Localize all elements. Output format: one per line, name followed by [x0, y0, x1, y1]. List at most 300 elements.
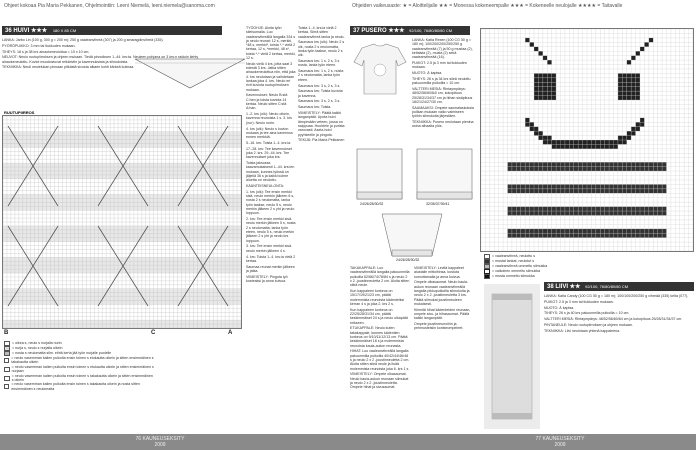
- chart-cell: [538, 73, 542, 77]
- legend-item: = nurja s, neulo s nurjalla oikein: [12, 346, 63, 351]
- chart-cell: [653, 233, 657, 237]
- chart-cell: [627, 78, 631, 82]
- left-col3-text: [298, 26, 346, 431]
- chart-cell: [591, 229, 595, 233]
- chart-cell: [561, 207, 565, 211]
- chart-cell: [512, 162, 516, 166]
- left-footer-text: KAUNEUSEKSITY 2009: [142, 436, 185, 448]
- chart-cell: [662, 207, 666, 211]
- instruction: 3. krs: Tee ensin merkki sisä. neulo merkin jälkeen 4 s.: [246, 244, 293, 253]
- instruction: Kiinnitä hihat kädenteiden reunaan, ompele sivu- ja hihasaumat. Päätä kaikki langanpäät.: [414, 307, 471, 321]
- intro-line: TEKNIIKKA: Pusero neulotaan pienina osina alhaalta ylös.: [412, 120, 474, 129]
- chart-cell: [516, 233, 520, 237]
- chart-title: RUUTUPIIRROS: [4, 110, 35, 115]
- chart-cell: [578, 211, 582, 215]
- instruction: Kun kappaleen korkeus on 15/17/19/21/23 cm, päätä molemmista reunoista kädenteiksi kerran 4 s ja joka 2. krs 2 s.: [350, 288, 405, 306]
- chart-cell: [653, 162, 657, 166]
- intro-line: TIHEYS: 26 s ja 34 krs sileä neulottu pakuunmilla puikoilla = 10 cm.: [412, 76, 471, 86]
- chart-cell: [658, 167, 662, 171]
- header-left-text: Ohjeet kokoaa Pia Maria Pekkanen, Ohjelmointiin: Leeni Niemelä, leeni.niemela@sanoma.com: [4, 3, 215, 9]
- instruction: 1. krs (oik): Tee ensin merkki sisä. neulo merkin jälkeen 6 s, nosta 2 s neulomatta, lanka työn taakse, neulo 5 s, neulo merkin jälkeen 2 s yht ja neulo loppuun.: [246, 189, 295, 216]
- chart-cell: [508, 233, 512, 237]
- chart-cell: [547, 96, 551, 100]
- chart-cell: [538, 91, 542, 95]
- chart-cell: [605, 184, 609, 188]
- instruction: KÄÄNTEISNEULONTA:: [246, 184, 285, 189]
- right-intro-1: [412, 38, 474, 143]
- chart-cell: [644, 42, 648, 46]
- left-col2-text: [246, 26, 296, 431]
- chart-cell: [525, 211, 529, 215]
- chart-cell: [561, 229, 565, 233]
- chart-cell: [596, 233, 600, 237]
- chart-cell: [538, 167, 542, 171]
- top-header: [0, 0, 696, 14]
- instruction: Toista 1.-4. krs:ia vielä 2 kertaa. Siirrä sitten vaaleanvihreä lanka ja neulo.: [298, 26, 345, 39]
- chart-cell: [583, 207, 587, 211]
- chart-cell: [547, 78, 551, 82]
- chart-cell: [521, 167, 525, 171]
- chart-cell: [649, 38, 653, 42]
- chart-cell: [605, 211, 609, 215]
- chart-cell: [508, 189, 512, 193]
- chart-cell: [556, 189, 560, 193]
- chart-cell: [552, 229, 556, 233]
- chart-cell: [636, 167, 640, 171]
- chart-label-c: C: [151, 330, 156, 336]
- chart-cell: [636, 122, 640, 126]
- chart-cell: [583, 144, 587, 148]
- intro-line: PYÖRÖPUIKKO: 3 mm tai tiukkuden mukaan.: [2, 43, 76, 48]
- chart-cell: [512, 189, 516, 193]
- chart-cell: [574, 184, 578, 188]
- chart-cell: [556, 207, 560, 211]
- chart-cell: [583, 189, 587, 193]
- chart-cell: [578, 144, 582, 148]
- schematic-label: 24/26/28/30/32: [360, 202, 384, 206]
- chart-cell: [596, 211, 600, 215]
- intro-line: SAAMAAKSI: Ompele saumalaskoksia pulikan mukaan vaiko valmiseen työhin silmukoita järjestäen.: [412, 105, 474, 119]
- chart-cell: [618, 96, 622, 100]
- chart-cell: [644, 189, 648, 193]
- chart-cell: [618, 87, 622, 91]
- chart-cell: [552, 96, 556, 100]
- instruction: Saumaus krs: 3 s, 2 s, 3 s.: [298, 83, 341, 88]
- chart-cell: [609, 140, 613, 144]
- chart-cell: [521, 233, 525, 237]
- chart-cell: [644, 233, 648, 237]
- chart-cell: [662, 184, 666, 188]
- chart-cell: [530, 167, 534, 171]
- chart-cell: [534, 78, 538, 82]
- chart-cell: [552, 167, 556, 171]
- chart-cell: [574, 140, 578, 144]
- chart-cell: [622, 96, 626, 100]
- chart-cell: [631, 91, 635, 95]
- chart-cell: [631, 127, 635, 131]
- chart-cell: [596, 162, 600, 166]
- chart-cell: [521, 162, 525, 166]
- chart-cell: [631, 189, 635, 193]
- chart-cell: [547, 60, 551, 64]
- legend-item: = oikea s, neulo s nurjalla nurin: [12, 341, 62, 346]
- chart-cell: [574, 229, 578, 233]
- chart-cell: [525, 122, 529, 126]
- chart-cell: [640, 184, 644, 188]
- chart-cell: [600, 211, 604, 215]
- chart-cell: [614, 184, 618, 188]
- chart-cell: [525, 118, 529, 122]
- chart-cell: [591, 144, 595, 148]
- chart-cell: [543, 56, 547, 60]
- chart-cell: [543, 96, 547, 100]
- chart-cell: [543, 184, 547, 188]
- chart-cell: [622, 233, 626, 237]
- chart-cell: [525, 189, 529, 193]
- instruction: 1.-2. krs (oik): Neulo oikein, kavenna reunoista 1 s. 3. krs (nur): Neulo nurin.: [246, 112, 292, 125]
- chart-cell: [583, 211, 587, 215]
- chart-cell: [587, 140, 591, 144]
- chart-cell: [534, 87, 538, 91]
- chart-cell: [605, 140, 609, 144]
- chart-cell: [547, 73, 551, 77]
- chart-cell: [622, 162, 626, 166]
- chart-cell: [556, 167, 560, 171]
- chart-cell: [627, 167, 631, 171]
- chart-cell: [521, 189, 525, 193]
- chart-cell: [614, 229, 618, 233]
- chart-cell: [653, 184, 657, 188]
- chart-cell: [587, 229, 591, 233]
- chart-cell: [662, 233, 666, 237]
- chart-cell: [543, 189, 547, 193]
- chart-cell: [516, 167, 520, 171]
- chart-cell: [587, 144, 591, 148]
- chart-cell: [552, 140, 556, 144]
- chart-cell: [530, 207, 534, 211]
- chart-cell: [618, 189, 622, 193]
- instruction: TYÖOHJE: Aloita työn sileisumalla. Luo vaaleanvihreällä langalla 334 s ja neulo reunat: 12 s, merkki, *48 s, merkki*, toista *-* vielä 2 kertaa, 12 s, *merkki, 48 s*, toista *-* vielä 2 kertaa, merkki, 12 s.: [246, 26, 296, 61]
- chart-label-a: A: [228, 330, 233, 336]
- chart-cell: [662, 211, 666, 215]
- instruction: Kavennukset: Neulo B:stä C:hen ja toista kuviota 14 kertaa. Neulo sitten C:stä A:han.: [246, 93, 288, 111]
- chart-cell: [534, 229, 538, 233]
- chart-cell: [591, 207, 595, 211]
- chart-cell: [525, 233, 529, 237]
- chart-cell: [627, 233, 631, 237]
- chart-cell: [631, 184, 635, 188]
- chart-cell: [622, 211, 626, 215]
- chart-cell: [547, 207, 551, 211]
- chart-cell: [622, 91, 626, 95]
- chart-cell: [600, 229, 604, 233]
- chart-cell: [627, 87, 631, 91]
- chart-cell: [622, 167, 626, 171]
- chart-cell: [591, 140, 595, 144]
- chart-cell: [631, 233, 635, 237]
- chart-cell: [591, 162, 595, 166]
- chart-cell: [605, 162, 609, 166]
- chart-cell: [512, 233, 516, 237]
- chart-cell: [618, 82, 622, 86]
- chart-cell: [649, 211, 653, 215]
- chart-cell: [556, 144, 560, 148]
- chart-cell: [543, 211, 547, 215]
- chart-cell: [596, 144, 600, 148]
- chart-cell: [574, 189, 578, 193]
- chart-cell: [556, 140, 560, 144]
- chart-cell: [561, 211, 565, 215]
- chart-cell: [534, 96, 538, 100]
- chart-cell: [583, 162, 587, 166]
- chart-cell: [587, 233, 591, 237]
- chart-cell: [521, 229, 525, 233]
- chart-cell: [569, 140, 573, 144]
- chart-cell: [512, 229, 516, 233]
- chart-cell: [640, 233, 644, 237]
- chart-cell: [569, 189, 573, 193]
- chart-cell: [587, 184, 591, 188]
- chart-cell: [640, 211, 644, 215]
- chart-cell: [543, 207, 547, 211]
- chart-cell: [538, 131, 542, 135]
- chart-cell: [530, 211, 534, 215]
- instruction: TEKIJÄ: Pia Maria Pekkanen: [298, 138, 345, 143]
- left-title: 36 HUIVI ★★★: [5, 28, 48, 34]
- chart-cell: [508, 229, 512, 233]
- chart-cell: [636, 96, 640, 100]
- chart-cell: [534, 184, 538, 188]
- chart-cell: [547, 229, 551, 233]
- chart-cell: [538, 211, 542, 215]
- chart-cell: [605, 144, 609, 148]
- chart-cell: [543, 73, 547, 77]
- chart-cell: [631, 87, 635, 91]
- chart-cell: [547, 136, 551, 140]
- chart-cell: [627, 136, 631, 140]
- chart-cell: [618, 167, 622, 171]
- chart-cell: [636, 82, 640, 86]
- chart-cell: [636, 233, 640, 237]
- chart-cell: [658, 229, 662, 233]
- chart-cell: [636, 211, 640, 215]
- instruction: Saumaus krs: Toista kuviota ja kavenna.: [298, 89, 343, 98]
- chart-cell: [627, 207, 631, 211]
- chart-cell: [596, 167, 600, 171]
- instruction: Kun kappaleen korkeus on 22/25/28/31/34 cm, päätä keskimmäiset 24 s ja neulo olkapäät erikseen.: [350, 307, 408, 325]
- legend-item: = musta ommeltu silmukka: [492, 274, 535, 279]
- chart-cell: [574, 167, 578, 171]
- chart-cell: [556, 229, 560, 233]
- instruction: Ompele olkasaumat. Neulo kaula-aukon reunaan vaaleanvihreällä langalla pikkupuikoilla silmukoita ja neulo 2 x 2 -joustinneuletta 3 krs. Päätä silmukat joustinneuleen mukaisesti.: [414, 280, 470, 306]
- chart-cell: [631, 73, 635, 77]
- chart-cell: [552, 162, 556, 166]
- header-right-text: Ohjeiden vaikeusaste: ★ = Aloittelijalle ★★ = Monessa kokeneempalle ★★★ = Kokeneelle neulojalle ★★★★ = Taitavalle: [352, 3, 623, 9]
- legend-item: = neulo vasemman kalien puikolta ensin toinen s etukautta oikein ja sitten ensimmäinen s takakautta oikein: [11, 356, 154, 365]
- chart-cell: [543, 140, 547, 144]
- chart-cell: [543, 91, 547, 95]
- chart-cell: [618, 162, 622, 166]
- chart-cell: [534, 167, 538, 171]
- chart-cell: [658, 207, 662, 211]
- shawl-schematic: [130, 56, 250, 96]
- chart-cell: [574, 211, 578, 215]
- chart-cell: [569, 184, 573, 188]
- chart-cell: [552, 189, 556, 193]
- chart-cell: [649, 233, 653, 237]
- chart-cell: [618, 91, 622, 95]
- right-page: [348, 14, 696, 434]
- chart-cell: [605, 167, 609, 171]
- chart-cell: [552, 211, 556, 215]
- chart-cell: [538, 207, 542, 211]
- chart-cell: [636, 207, 640, 211]
- chart-cell: [636, 189, 640, 193]
- chart-cell: [538, 82, 542, 86]
- instruction: 4. krs: Toista 1.-4. krs:ia vielä 2 kertaa.: [246, 254, 296, 263]
- chart-cell: [622, 229, 626, 233]
- chart-cell: [631, 131, 635, 135]
- chart-cell: [543, 167, 547, 171]
- schematic-label: 32/35/37/39/41: [426, 202, 450, 206]
- chart-cell: [658, 189, 662, 193]
- chart-cell: [543, 229, 547, 233]
- chart-cell: [530, 127, 534, 131]
- chart-cell: [653, 211, 657, 215]
- chart-cell: [508, 184, 512, 188]
- instruction: Saumaa reunat merkin jälkeen ja jatka.: [246, 264, 295, 273]
- chart-cell: [565, 144, 569, 148]
- chart-cell: [556, 184, 560, 188]
- chart-cell: [552, 91, 556, 95]
- chart-cell: [578, 140, 582, 144]
- instruction: HIHAT: Luo vaaleanvihreällä langalla pakuunmilla puikoilla 40/42/44/46/48 s ja neulo 2 x 2 -joustinneuletta 2 cm. Aloita sitten sileä neule ja lisää molemmista reunoista joka 6. krs 1 s.: [350, 349, 410, 371]
- chart-cell: [538, 189, 542, 193]
- chart-cell: [662, 162, 666, 166]
- intro-line: TIHEYS: 26 s ja 40 krs pakuunmilla puikoilla = 10 cm.: [544, 311, 630, 316]
- chart-cell: [640, 47, 644, 51]
- chart-cell: [640, 229, 644, 233]
- chart-cell: [547, 91, 551, 95]
- chart-cell: [618, 184, 622, 188]
- chart-cell: [609, 144, 613, 148]
- chart-cell: [618, 211, 622, 215]
- chart-cell: [618, 136, 622, 140]
- chart-cell: [636, 127, 640, 131]
- chart-cell: [631, 78, 635, 82]
- chart-cell: [591, 167, 595, 171]
- face-chart: [480, 28, 694, 252]
- chart-cell: [508, 162, 512, 166]
- chart-cell: [591, 184, 595, 188]
- chart-cell: [605, 233, 609, 237]
- chart-cell: [561, 167, 565, 171]
- chart-cell: [578, 162, 582, 166]
- chart-cell: [538, 87, 542, 91]
- chart-cell: [561, 162, 565, 166]
- chart-cell: [534, 82, 538, 86]
- chart-cell: [636, 162, 640, 166]
- chart-cell: [649, 189, 653, 193]
- instruction: VIIMEISTELY: Päätä kaikki langanpäät. Upota huivi lämpimään veteen, jossa on saippuaa. Huuhtele ja purista varovasti. Aseta huivi pyyhkeelle ja pingota.: [298, 111, 345, 137]
- right-size-2: 92/100, 76/80/80/80 CM: [585, 284, 629, 289]
- chart-cell: [644, 184, 648, 188]
- chart-cell: [587, 207, 591, 211]
- chart-cell: [565, 162, 569, 166]
- chart-cell: [636, 184, 640, 188]
- instruction: Toista jaksossa kaavamukaisesti 1.-44. krs:ien mukaan, kunnes työssä on jäljellä 36 s ja kaikki kolme aluetta on neulottu.: [246, 161, 295, 183]
- chart-cell: [649, 162, 653, 166]
- chart-cell: [609, 167, 613, 171]
- chart-cell: [653, 167, 657, 171]
- chart-cell: [525, 229, 529, 233]
- legend-item: = neulo vasemman kalien puikolta ensin toinen s etukautta oikein ja sitten ensimmäinen s nurjaan: [11, 364, 154, 374]
- intro-line: TEKNIIKKA: Liivi neulotaan yhtenä kappaleena.: [544, 328, 621, 333]
- chart-cell: [552, 87, 556, 91]
- instruction: VIIMEISTELY: Levitä kappaleet alustalle mittoihinsa, kostuta sumuttamalla ja anna kuivua.: [414, 266, 464, 279]
- chart-cell: [538, 136, 542, 140]
- chart-cell: [627, 82, 631, 86]
- chart-cell: [569, 229, 573, 233]
- chart-cell: [543, 78, 547, 82]
- chart-cell: [591, 211, 595, 215]
- chart-cell: [627, 60, 631, 64]
- right-col-text-1: [350, 266, 410, 431]
- chart-cell: [653, 207, 657, 211]
- chart-cell: [516, 229, 520, 233]
- chart-cell: [662, 189, 666, 193]
- chart-cell: [543, 87, 547, 91]
- chart-cell: [569, 207, 573, 211]
- chart-cell: [605, 229, 609, 233]
- instruction: Ompele joustinreunoihin ja pehmusteisiin koristeompeleet.: [414, 322, 464, 331]
- legend-item: = neulo vasemman kalien puikolta ensin toinen s takakautta oikein ja sitten ensimmäinen s oikein: [11, 373, 153, 383]
- chart-cell: [614, 167, 618, 171]
- chart-cell: [565, 207, 569, 211]
- chart-cell: [596, 140, 600, 144]
- chart-cell: [552, 144, 556, 148]
- vest-photo: [484, 284, 540, 429]
- chart-cell: [552, 233, 556, 237]
- chart-cell: [636, 91, 640, 95]
- chart-cell: [530, 184, 534, 188]
- chart-cell: [547, 184, 551, 188]
- chart-cell: [561, 233, 565, 237]
- chart-cell: [622, 136, 626, 140]
- chart-cell: [547, 233, 551, 237]
- chart-cell: [583, 233, 587, 237]
- chart-cell: [591, 233, 595, 237]
- chart-cell: [547, 162, 551, 166]
- chart-cell: [658, 233, 662, 237]
- legend-item: = valkoinen ommeltu silmukka: [492, 269, 541, 274]
- chart-cell: [565, 229, 569, 233]
- chart-cell: [547, 211, 551, 215]
- chart-cell: [565, 140, 569, 144]
- chart-cell: [556, 211, 560, 215]
- chart-cell: [561, 140, 565, 144]
- chart-cell: [614, 207, 618, 211]
- chart-cell: [578, 207, 582, 211]
- chart-cell: [600, 189, 604, 193]
- chart-cell: [636, 73, 640, 77]
- chart-cell: [627, 91, 631, 95]
- chart-cell: [587, 162, 591, 166]
- chart-cell: [600, 233, 604, 237]
- right-footer: [530, 436, 590, 448]
- right-intro-2: [544, 294, 694, 431]
- chart-cell: [644, 207, 648, 211]
